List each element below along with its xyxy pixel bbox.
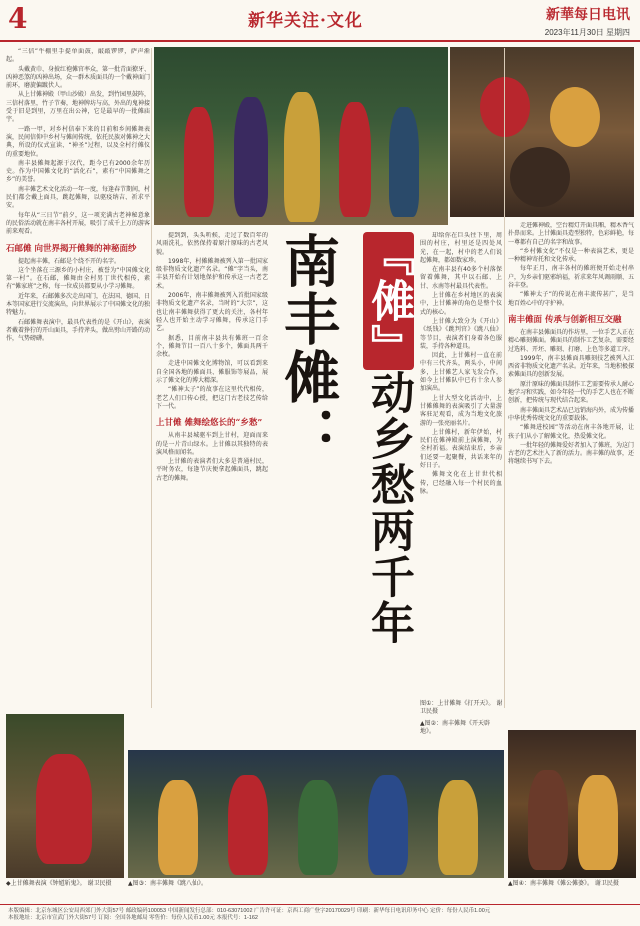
issue-date: 2023年11月30日 星期四 <box>544 28 630 37</box>
paragraph: 上甘傩大致分为《开山》《纸钱》《跳判官》《跳八仙》等节目，表演者们身着各色服装，手持各种道具。 <box>420 317 502 350</box>
paragraph: 走进中国傩文化博物馆，可以看到来自全国各地的傩面具、傩服饰等展品，展示了傩文化的博大精深。 <box>156 360 268 385</box>
footer-line2: 本报地址：北京市宣武门外大街57号 订阅：全国各地邮局 零售价：每份人民币1.00元 本报代号：1-162 <box>8 915 258 921</box>
paragraph: 一批年轻的傩舞爱好者加入了傩班，为这门古老的艺术注入了新的活力。南丰傩的故事，还将继续书写下去。 <box>508 441 634 466</box>
paragraph: 上甘傩在乡村地区的表演中，上甘傩神的角色是整个仪式的核心。 <box>420 292 502 316</box>
page-number: 4 <box>8 2 28 35</box>
paragraph: 2006年，南丰傩舞被列入首批国家级非物质文化遗产名录，当时的“大宗”，这也让南丰傩舞获得了更大的关注，各村年轻人也开始主动学习傩舞，传承这门手艺。 <box>156 292 268 333</box>
newspaper-brand: 新華每日电讯 <box>546 7 630 23</box>
paragraph: 石邮傩舞表演中，最具代表性的是《开山》，表演者戴着狰狞的开山面具，手持斧头，做出劈山开路的动作，气势磅礴。 <box>6 318 150 343</box>
footer-line1: 本版编辑：北京东城区公安局西郊门外大街57号 邮政编码100053 中国新闻发行总部：010-63071002 广告许可证：京西工商广登字20170029号 印刷：新华每日电讯印务中心 定价：每份人民币1.00元 <box>8 908 491 914</box>
paragraph: 从南丰县城驱车到上甘村，迎面而来的是一片青山绿水。上甘傩以其独特的表演风格而闻名。 <box>156 432 268 456</box>
paragraph: 上甘傩的表演者们大多是普通村民，平时务农，每逢节庆便拿起傩面具，跳起古老的傩舞。 <box>156 458 268 482</box>
page-footer <box>0 904 640 926</box>
paragraph: 南丰傩艺术文化活动一年一度，每逢春节期间，村民们都会戴上面具，跳起傩舞，以驱疫纳吉、祈求平安。 <box>6 185 150 210</box>
article-column-3 <box>420 232 502 708</box>
paragraph: 因此，上甘傩村一直在前中有三代齐头，两头小，中间多，上甘傩艺人家飞发合作，如今上甘傩队中已有十余人参加演出。 <box>420 352 502 393</box>
headline <box>272 232 344 692</box>
paragraph: 走进傩神殿，空台精灯开面具厢，精木香气扑鼻而来。上甘傩面具造型独特，色彩鲜艳，每一尊都有自己的名字和故事。 <box>508 222 634 246</box>
article-column-1 <box>6 48 150 708</box>
headline-accent: 『傩』 <box>363 232 414 370</box>
paragraph: 近年来，石邮傩多次走出国门，在法国、德国、日本等国家进行交流演出，向世界展示了中国傩文化的独特魅力。 <box>6 292 150 317</box>
paragraph: “傩神太子”的传说在南丰流传甚广，是当地百姓心中的守护神。 <box>508 291 634 307</box>
headline-accent-block <box>346 232 418 692</box>
photo-nuo-couple <box>508 730 636 878</box>
paragraph: 上甘傩村，新年伊始，村民们在傩神殿前上演傩舞，为全村祈福。表演结束后，乡亲们还要一起聚餐，共话来年的好日子。 <box>420 428 502 470</box>
page-header <box>0 0 640 42</box>
paragraph: 提到到，头头听候，走过了数百年的风雨洗礼，依然保持着原汁原味的古老风貌。 <box>156 232 268 256</box>
subhead-mask: 南丰傩面 传承与创新相互交融 <box>508 314 622 325</box>
paragraph: 从上甘傩神殿（甲山沙殿）出发，到竹园里鼓阵，三信村落里，竹子节奏，地神牌坊与高，外出的鬼神接受于旧是到里，万里在出公神，它是最早的一批傩庙宇。 <box>6 91 150 124</box>
paragraph: 在南丰县傩面具的作坊里，一位手艺人正在精心雕刻傩面。傩面具的制作工艺复杂，需要经过选料、开坯、雕刻、打磨、上色等多道工序。 <box>508 328 634 353</box>
main-photo-caption: 图①：上甘傩舞《打开天》。 谢卫民摄 <box>420 700 503 715</box>
paragraph: 傩舞文化在上甘世代相传，已经融入每一个村民的血脉。 <box>420 471 502 495</box>
sub-photo-caption: ▲图②：南丰傩舞《开天辟地》。 <box>420 720 490 735</box>
paragraph: 1999年，南丰县傩面具雕刻技艺被列入江西省非物质文化遗产名录。近年来，当地积极探索傩面具的创新发展。 <box>508 354 634 379</box>
paragraph: 据悉，目前南丰县共有傩班一百余个，傩舞节目一百八十多个，傩面具两千余枚。 <box>156 334 268 359</box>
bottom-photo-caption: ▲图③：南丰傩舞《跳八仙》。 <box>128 880 207 887</box>
headline-rest: 动乡愁两千年 <box>363 370 414 646</box>
section-title: 新华关注·文化 <box>248 11 363 31</box>
article-column-4 <box>508 222 634 722</box>
paragraph: 在南丰县有40多个村落保留着傩舞，其中以石邮、上甘、水南等村最具代表性。 <box>420 266 502 290</box>
paragraph: 每年正月，南丰各村的傩班便开始走村串户，为乡亲们驱邪纳福，祈求来年风调雨顺、五谷丰登。 <box>508 265 634 290</box>
photo-nuo-masks <box>450 47 634 217</box>
photo-eight-immortals <box>128 750 504 878</box>
paragraph: “三信”牛棚里手提单面鼓，敲敲锣锣，萨声渐起。 <box>6 48 150 64</box>
paragraph: 提起南丰傩，石邮是个绕不开的名字。 <box>18 257 121 265</box>
photo-zhong-kui <box>6 714 124 878</box>
paragraph: 1998年，村傩傩舞被列入第一批国家级非物质文化遗产名录。“傩”字当头，南丰县开始有计划地保护和传承这一古老艺术。 <box>156 257 268 290</box>
paragraph: 每年从“三日节”前夕，这一项充满古老神秘意象的民俗活动就在南丰各村开展，吸引了成千上万的游客前来观看。 <box>6 211 150 236</box>
paragraph: 一路一甲，对乡村信奉下来的目前和乡间傩舞表演，民间信仰中乡村与傩间传统，依托民族对傩神之大典，所设的仪式宣读、“神圣”过程，以及全村行傩仪的重要地位。 <box>6 125 150 158</box>
headline-line2: 傩： <box>275 348 341 464</box>
subhead-shiyou: 石邮傩 向世界揭开傩舞的神秘面纱 <box>6 243 137 254</box>
paragraph: 南丰县傩舞起源于汉代，距今已有2000余年历史。作为中国傩文化的“活化石”，素有“中国傩舞之乡”的美誉。 <box>6 159 150 184</box>
paragraph: 却给你在巨头往下里，周围的村庄，村里还是四处风光，在一起，村中的老人们说起傩舞，都如数家珍。 <box>420 232 502 264</box>
paragraph: 头戴黄巾、身披红袍傩官率众，第一批青面獠牙、凶神恶煞的凶神出场，众一群木质面具的一个戴神面门前环，磨旋偏踱伏人。 <box>6 65 150 90</box>
article-column-2 <box>156 232 268 708</box>
right-photo-caption: ▲图④：南丰傩舞《傩公傩婆》。 谢卫民摄 <box>508 880 619 887</box>
paragraph: 原汁原味的傩面具制作工艺需要传承人耐心地学习和实践，如今年轻一代的手艺人也在不断创新，把传统与现代结合起来。 <box>508 380 634 405</box>
paragraph: 南丰傩面具艺术品已远销海内外，成为传播中华优秀传统文化的重要载体。 <box>508 406 634 422</box>
paragraph: “傩舞进校园”等活动在南丰各地开展，让孩子们从小了解傩文化，热爱傩文化。 <box>508 424 634 440</box>
headline-line1: 南丰 <box>275 232 341 348</box>
paragraph: 上甘大型文化活动中，上甘傩傩舞的表演吸引了大量游客驻足观看，成为当地文化旅游的一张亮丽名片。 <box>420 394 502 427</box>
paragraph: “傩神太子”的故事在这里代代相传，老艺人们口传心授，把这门古老技艺传给下一代。 <box>156 386 268 410</box>
subhead-shanggan: 上甘傩 傩舞绘悠长的“乡愁” <box>156 418 263 429</box>
paragraph: “乡村傩文化”不仅是一种表演艺术，更是一种精神寄托和文化传承。 <box>508 247 634 264</box>
paragraph: 这个坐落在三源乡的小村庄，被誉为“中国傩文化第一村”。在石邮，傩舞由全村男丁世代相传，素有“傩家班”之称，每一位成员都要从小学习傩舞。 <box>6 266 150 291</box>
main-photo-nuo-dance <box>154 47 448 225</box>
left-photo-caption: ◆上甘傩舞表演《钟馗斩鬼》。 谢卫民摄 <box>6 880 112 887</box>
